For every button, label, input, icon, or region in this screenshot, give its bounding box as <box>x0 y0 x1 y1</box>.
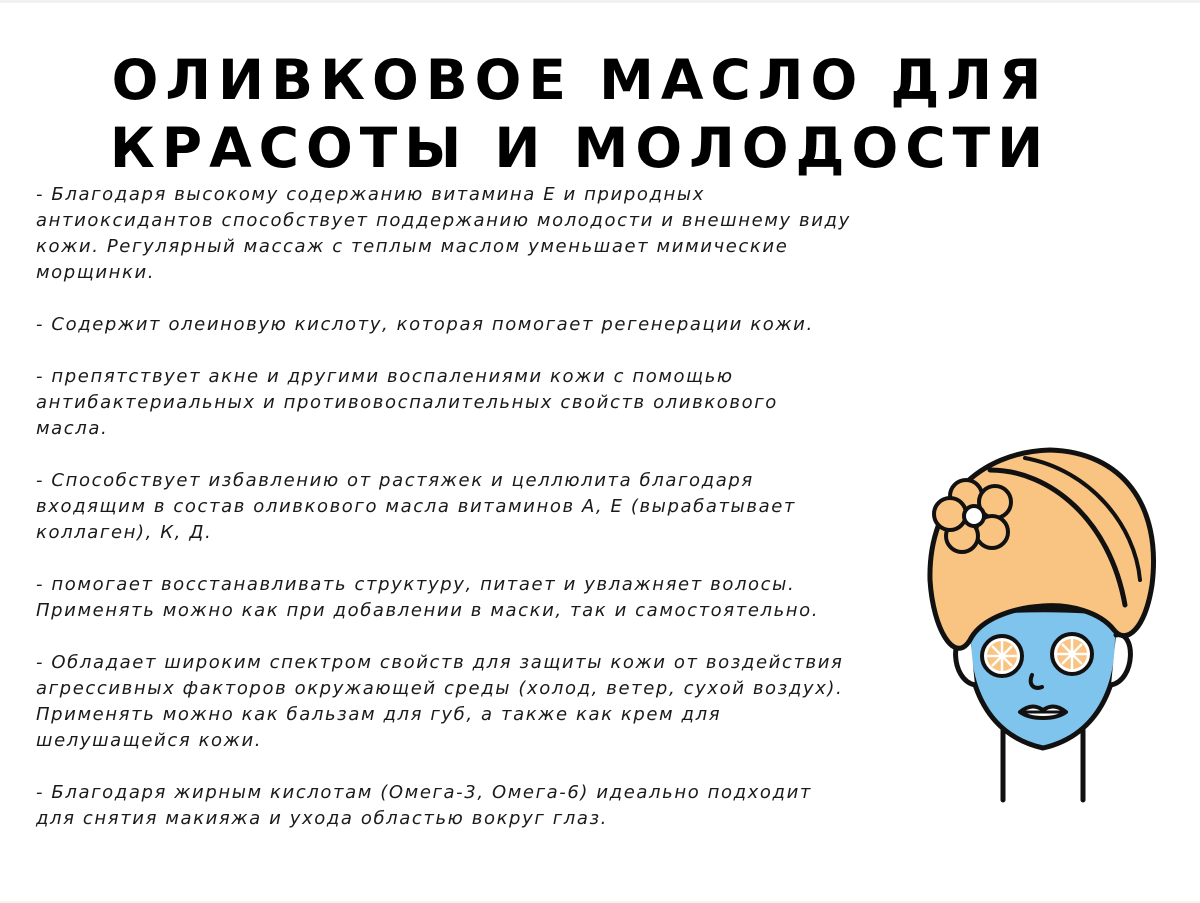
cucumber-slice-icon <box>982 636 1022 676</box>
benefit-paragraph-oleic-acid: - Содержит олеиновую кислоту, которая помогает регенерации кожи. <box>36 314 814 335</box>
page-title <box>0 46 1160 182</box>
benefits-list <box>36 182 916 858</box>
title-line-2: КРАСОТЫ И МОЛОДОСТИ <box>109 116 1051 180</box>
top-divider <box>0 0 1200 3</box>
title-line-1: ОЛИВКОВОЕ МАСЛО ДЛЯ <box>111 48 1049 112</box>
cucumber-slice-icon <box>1052 634 1092 674</box>
benefit-paragraph-vitamin-e: - Благодаря высокому содержанию витамина Е и природных антиоксидантов способствует поддержанию молодости и внешнему виду кожи. Регулярный массаж с теплым маслом уменьшает мимические морщинки. <box>36 184 851 283</box>
benefit-paragraph-stretch-marks: - Способствует избавлению от растяжек и целлюлита благодаря входящим в состав оливкового масла витаминов А, Е (вырабатывает коллаген), К, Д. <box>36 470 796 543</box>
benefit-paragraph-protection: - Обладает широким спектром свойств для защиты кожи от воздействия агрессивных факторов окружающей среды (холод, ветер, сухой воздух). Применять можно как бальзам для губ, а также как крем для шелушащейся кожи. <box>36 652 844 751</box>
benefit-paragraph-hair: - помогает восстанавливать структуру, питает и увлажняет волосы. Применять можно как при добавлении в маски, так и самостоятельно. <box>36 574 820 621</box>
benefit-paragraph-acne: - препятствует акне и другими воспалениями кожи с помощью антибактериальных и противовоспалительных свойств оливкового масла. <box>36 366 778 439</box>
benefit-paragraph-makeup-removal: - Благодаря жирным кислотам (Омега-3, Омега-6) идеально подходит для снятия макияжа и ухода областью вокруг глаз. <box>36 782 812 829</box>
towel-head-icon <box>900 430 1190 820</box>
flower-icon <box>934 480 1011 552</box>
